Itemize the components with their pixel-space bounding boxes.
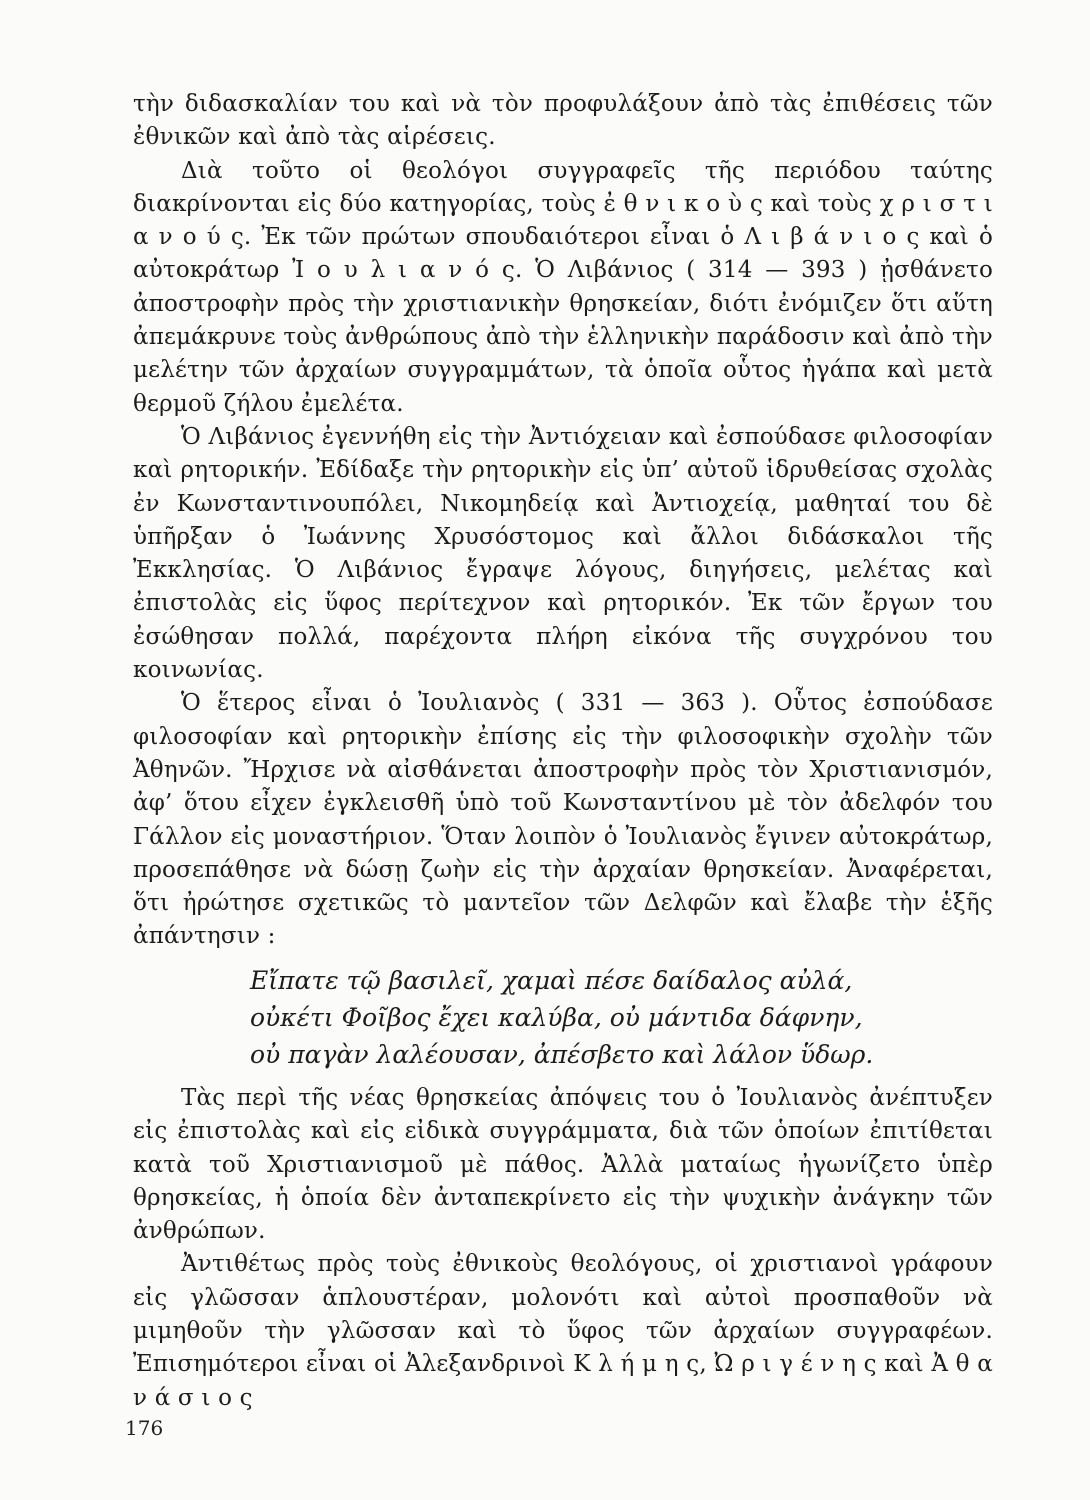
- paragraph-christian-writers: Ἀντιθέτως πρὸς τοὺς ἐθνικοὺς θεολόγους, οἱ χριστιανοὶ γράφουν εἰς γλῶσσαν ἁπλουστέραν, μολονότι καὶ αὐτοὶ προσπαθοῦν νὰ μιμηθοῦν τὴν γλῶσσαν καὶ τὸ ὕφος τῶν ἀρχαίων συγγραφέων. Ἐπισημότεροι εἶναι οἱ Ἀλεξανδρινοὶ Κ λ ή μ η ς, Ὠ ρ ι γ έ ν η ς καὶ Ἀ θ α ν ά σ ι ο ς: [133, 1251, 993, 1411]
- paragraph-continuation: τὴν διδασκαλίαν του καὶ νὰ τὸν προφυλάξουν ἀπὸ τὰς ἐπιθέσεις τῶν ἐθνικῶν καὶ ἀπὸ τὰς αἱρέσεις.: [133, 91, 993, 151]
- main-text-top: [133, 88, 993, 954]
- verse-line: οὐ παγὰν λαλέουσαν, ἀπέσβετο καὶ λάλον ὕδωρ.: [250, 1040, 874, 1069]
- verse-line: οὐκέτι Φοῖβος ἔχει καλύβα, οὐ μάντιδα δάφνην,: [250, 1003, 863, 1032]
- paragraph-libanius: Ὁ Λιβάνιος ἐγεννήθη εἰς τὴν Ἀντιόχειαν καὶ ἐσπούδασε φιλοσοφίαν καὶ ρητορικήν. Ἐδίδαξε τὴν ρητορικὴν εἰς ὑπ’ αὐτοῦ ἱδρυθείσας σχολὰς ἐν Κωνσταντινουπόλει, Νικομηδείᾳ καὶ Ἀντιοχείᾳ, μαθηταί του δὲ ὑπῆρξαν ὁ Ἰωάννης Χρυσόστομος καὶ ἄλλοι διδάσκαλοι τῆς Ἐκκλησίας. Ὁ Λιβάνιος ἔγραψε λόγους, διηγήσεις, μελέτας καὶ ἐπιστολὰς εἰς ὕφος περίτεχνον καὶ ρητορικόν. Ἐκ τῶν ἔργων του ἐσώθησαν πολλά, παρέχοντα πλήρη εἰκόνα τῆς συγχρόνου του κοινωνίας.: [133, 423, 993, 684]
- paragraph-julian-views: Τὰς περὶ τῆς νέας θρησκείας ἀπόψεις του ὁ Ἰουλιανὸς ἀνέπτυξεν εἰς ἐπιστολὰς καὶ εἰς εἰδικὰ συγγράμματα, διὰ τῶν ὁποίων ἐπιτίθεται κατὰ τοῦ Χριστιανισμοῦ μὲ πάθος. Ἀλλὰ ματαίως ἠγωνίζετο ὑπὲρ θρησκείας, ἡ ὁποία δὲν ἀνταπεκρίνετο εἰς τὴν ψυχικὴν ἀνάγκην τῶν ἀνθρώπων.: [133, 1085, 993, 1245]
- main-text-bottom: [133, 1082, 993, 1415]
- verse-line: Εἴπατε τῷ βασιλεῖ, χαμαὶ πέσε δαίδαλος αὐλά,: [250, 966, 853, 995]
- oracle-verse: [250, 962, 890, 1073]
- paragraph-julian: Ὁ ἕτερος εἶναι ὁ Ἰουλιανὸς ( 331 — 363 ). Οὗτος ἐσπούδασε φιλοσοφίαν καὶ ρητορικὴν ἐπίσης εἰς τὴν φιλοσοφικὴν σχολὴν τῶν Ἀθηνῶν. Ἤρχισε νὰ αἰσθάνεται ἀποστροφὴν πρὸς τὸν Χριστιανισμόν, ἀφ’ ὅτου εἶχεν ἐγκλεισθῆ ὑπὸ τοῦ Κωνσταντίνου μὲ τὸν ἀδελφόν του Γάλλον εἰς μοναστήριον. Ὅταν λοιπὸν ὁ Ἰουλιανὸς ἔγινεν αὐτοκράτωρ, προσεπάθησε νὰ δώσῃ ζωὴν εἰς τὴν ἀρχαίαν θρησκείαν. Ἀναφέρεται, ὅτι ἠρώτησε σχετικῶς τὸ μαντεῖον τῶν Δελφῶν καὶ ἔλαβε τὴν ἑξῆς ἀπάντησιν :: [133, 690, 993, 950]
- paragraph-theologians: Διὰ τοῦτο οἱ θεολόγοι συγγραφεῖς τῆς περιόδου ταύτης διακρίνονται εἰς δύο κατηγορίας, τοὺς ἐ θ ν ι κ ο ὺ ς καὶ τοὺς χ ρ ι σ τ ι α ν ο ύ ς. Ἐκ τῶν πρώτων σπουδαιότεροι εἶναι ὁ Λ ι β ά ν ι ο ς καὶ ὁ αὐτοκράτωρ Ἰ ο υ λ ι α ν ό ς. Ὁ Λιβάνιος ( 314 — 393 ) ᾐσθάνετο ἀποστροφὴν πρὸς τὴν χριστιανικὴν θρησκείαν, διότι ἐνόμιζεν ὅτι αὕτη ἀπεμάκρυνε τοὺς ἀνθρώπους ἀπὸ τὴν ἑλληνικὴν παράδοσιν καὶ ἀπὸ τὴν μελέτην τῶν ἀρχαίων συγγραμμάτων, τὰ ὁποῖα οὗτος ἠγάπα καὶ μετὰ θερμοῦ ζήλου ἐμελέτα.: [133, 157, 993, 417]
- page-number: 176: [125, 1416, 164, 1440]
